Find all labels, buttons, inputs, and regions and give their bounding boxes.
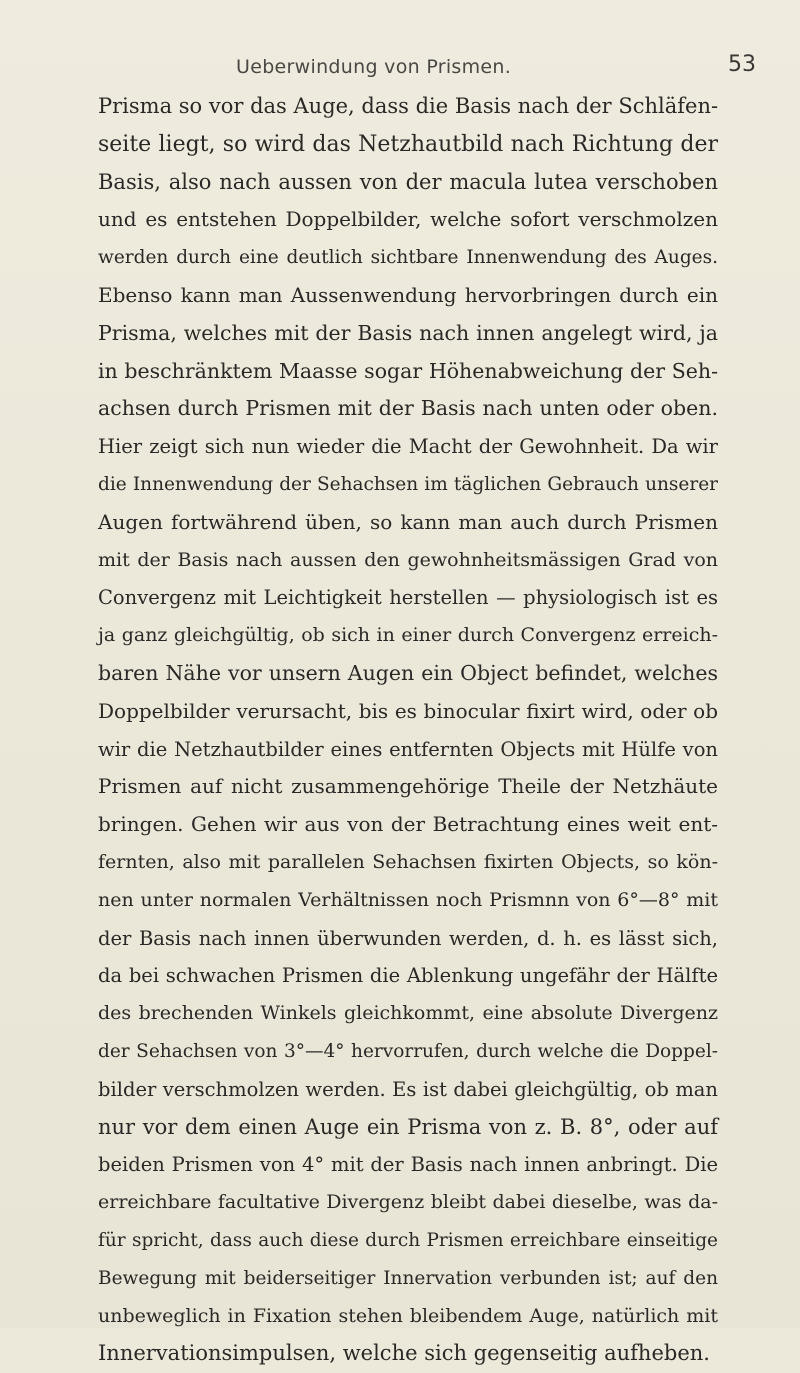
text-line: Bewegung mit beiderseitiger Innervation verbunden ist; auf den (98, 1267, 718, 1289)
text-line: die Innenwendung der Sehachsen im täglichen Gebrauch unserer (98, 473, 718, 495)
text-line: Hier zeigt sich nun wieder die Macht der Gewohnheit. Da wir (98, 435, 718, 459)
text-line: bringen. Gehen wir aus von der Betrachtung eines weit ent- (98, 812, 718, 837)
text-line: Basis, also nach aussen von der macula lutea verschoben (98, 169, 718, 194)
text-line: erreichbare facultative Divergenz bleibt dabei dieselbe, was da- (98, 1191, 718, 1214)
text-line: seite liegt, so wird das Netzhautbild nach Richtung der (98, 131, 718, 157)
text-line: wir die Netzhautbilder eines entfernten Objects mit Hülfe von (98, 737, 718, 761)
text-line: baren Nähe vor unsern Augen ein Object befindet, welches (98, 660, 718, 685)
text-line: da bei schwachen Prismen die Ablenkung ungefähr der Hälfte (98, 964, 718, 988)
text-line: Augen fortwährend üben, so kann man auch durch Prismen (98, 509, 718, 534)
text-line: fernten, also mit parallelen Sehachsen fixirten Objects, so kön- (98, 850, 718, 873)
body-text (98, 88, 718, 1373)
text-line: Doppelbilder verursacht, bis es binocular fixirt wird, oder ob (98, 698, 718, 723)
text-line: nur vor dem einen Auge ein Prisma von z. B. 8°, oder auf (98, 1114, 718, 1139)
text-line: der Basis nach innen überwunden werden, d. h. es lässt sich, (98, 926, 718, 950)
text-line: Innervationsimpulsen, welche sich gegenseitig aufheben. (98, 1341, 710, 1366)
text-line: Ebenso kann man Aussenwendung hervorbringen durch ein (98, 282, 718, 307)
text-line: werden durch eine deutlich sichtbare Innenwendung des Auges. (98, 247, 718, 269)
text-line: der Sehachsen von 3°—4° hervorrufen, durch welche die Doppel- (98, 1040, 718, 1062)
text-line: achsen durch Prismen mit der Basis nach unten oder oben. (98, 396, 718, 421)
text-line: in beschränktem Maasse sogar Höhenabweichung der Seh- (98, 358, 718, 383)
running-title: Ueberwindung von Prismen. (236, 56, 512, 78)
text-line: ja ganz gleichgültig, ob sich in einer durch Convergenz erreich- (98, 624, 718, 647)
text-line: Prismen auf nicht zusammengehörige Theile der Netzhäute (98, 774, 718, 799)
text-line: Prisma so vor das Auge, dass die Basis nach der Schläfen- (98, 94, 719, 118)
page-number: 53 (728, 52, 756, 77)
text-line: Convergenz mit Leichtigkeit herstellen — physiologisch ist es (98, 586, 718, 610)
text-line: unbeweglich in Fixation stehen bleibendem Auge, natürlich mit (98, 1304, 718, 1327)
text-line: Prisma, welches mit der Basis nach innen angelegt wird, ja (98, 320, 718, 345)
text-line: bilder verschmolzen werden. Es ist dabei gleichgültig, ob man (98, 1077, 718, 1101)
text-line: und es entstehen Doppelbilder, welche sofort verschmolzen (98, 207, 718, 232)
text-line: des brechenden Winkels gleichkommt, eine absolute Divergenz (98, 1002, 718, 1025)
text-line: für spricht, dass auch diese durch Prismen erreichbare einseitige (98, 1229, 718, 1251)
text-line: beiden Prismen von 4° mit der Basis nach innen anbringt. Die (98, 1153, 718, 1177)
text-line: mit der Basis nach aussen den gewohnheitsmässigen Grad von (98, 548, 718, 571)
text-line: nen unter normalen Verhältnissen noch Prismnn von 6°—8° mit (98, 888, 718, 911)
